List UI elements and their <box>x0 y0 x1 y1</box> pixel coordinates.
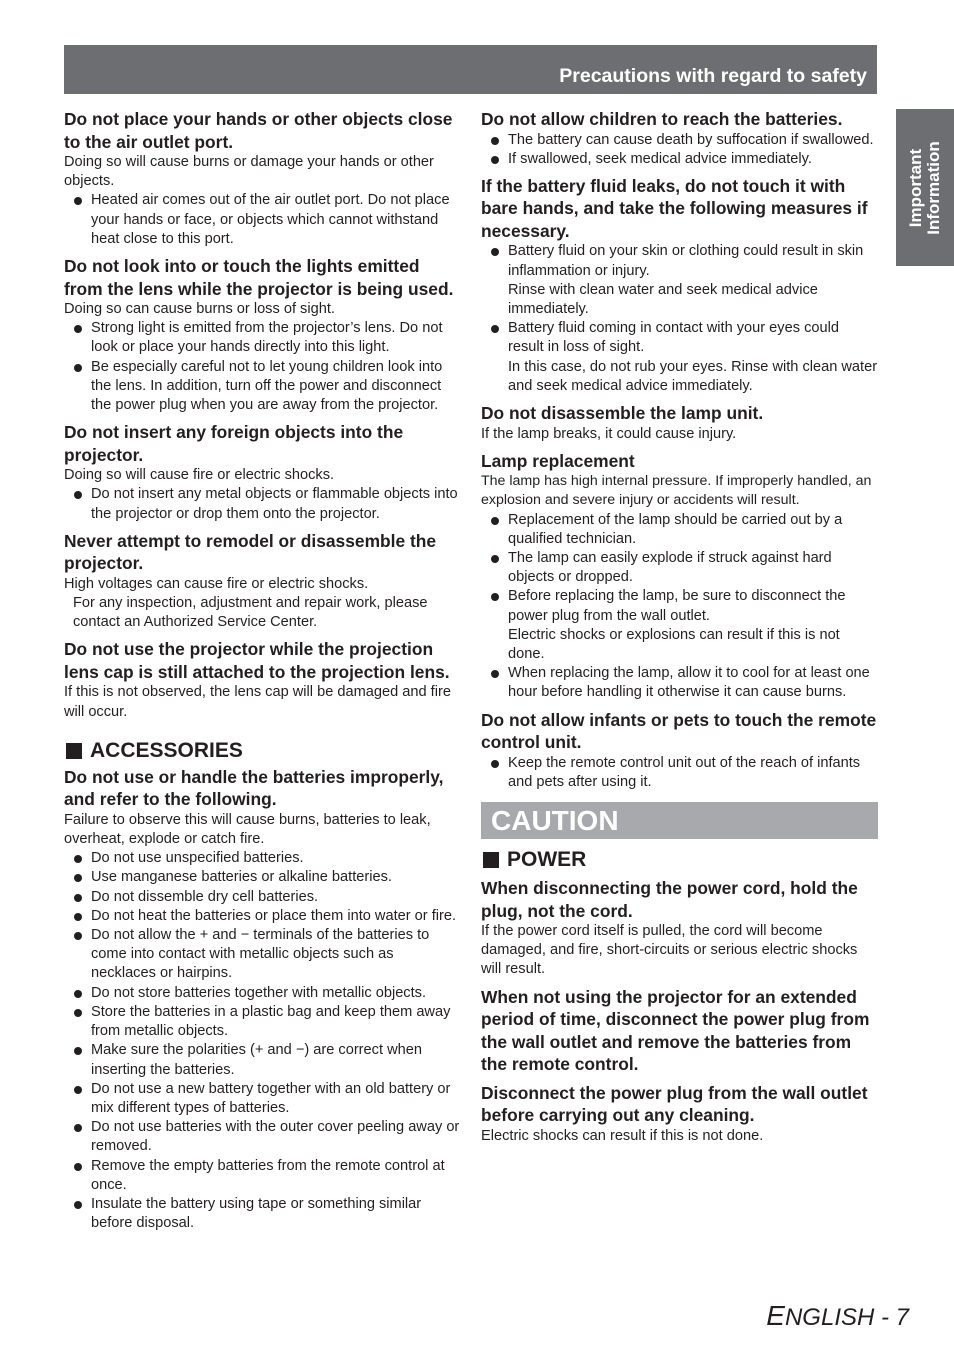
list-item: Remove the empty batteries from the remote control at once. <box>64 1157 461 1195</box>
lamp-unit-heading: Do not disassemble the lamp unit. <box>481 403 764 424</box>
power-section-title <box>481 847 878 873</box>
footer-initial: E <box>766 1300 785 1331</box>
list-item: When replacing the lamp, allow it to cool for at least one hour before handling it otherwise it can cause burns. <box>481 664 878 702</box>
remodel-text: High voltages can cause fire or electric shocks. <box>64 575 369 592</box>
children-batteries-bullets <box>481 131 878 169</box>
list-item: Strong light is emitted from the projector’s lens. Do not look or place your hands directly into this light. <box>64 319 461 357</box>
batteries-heading: Do not use or handle the batteries improperly, and refer to the following. <box>64 766 444 810</box>
list-item-text-cont: In this case, do not rub your eyes. Rinse with clean water and seek medical advice immediately. <box>508 358 878 394</box>
children-batteries-heading: Do not allow children to reach the batteries. <box>481 109 843 129</box>
accessories-section-title <box>64 738 461 764</box>
cleaning-heading: Disconnect the power plug from the wall outlet before carrying out any cleaning. <box>481 1082 868 1126</box>
foreign-objects-heading: Do not insert any foreign objects into the projector. <box>64 422 404 465</box>
list-item: Use manganese batteries or alkaline batteries. <box>64 868 461 887</box>
list-item: Be especially careful not to let young children look into the lens. In addition, turn off the power and disconnect the power plug when you are away from the projector. <box>64 358 461 416</box>
lens-light-text: Doing so can cause burns or loss of sight. <box>64 301 335 318</box>
list-item <box>481 587 878 664</box>
extended-period-heading: When not using the projector for an extended period of time, disconnect the power plug from the wall outlet and remove the batteries from the remote control. <box>481 986 870 1075</box>
side-tab-line1: Important <box>906 148 925 227</box>
list-item-text: Battery fluid coming in contact with your eyes could result in loss of sight. <box>508 320 839 356</box>
left-column <box>64 108 461 1233</box>
infants-pets-bullets <box>481 754 878 792</box>
list-item: Replacement of the lamp should be carried out by a qualified technician. <box>481 511 878 549</box>
section-square-icon <box>66 743 82 759</box>
list-item: Do not heat the batteries or place them into water or fire. <box>64 907 461 926</box>
batteries-bullets <box>64 849 461 1233</box>
air-outlet-text: Doing so will cause burns or damage your hands or other objects. <box>64 154 434 190</box>
header-bar <box>64 45 877 94</box>
remodel-heading: Never attempt to remodel or disassemble the projector. <box>64 530 437 574</box>
list-item: If swallowed, seek medical advice immediately. <box>481 150 878 169</box>
lamp-replacement-text: The lamp has high internal pressure. If improperly handled, an explosion and severe injury or accidents will result. <box>481 473 872 509</box>
accessories-title: ACCESSORIES <box>90 738 243 762</box>
list-item: Do not use a new battery together with an old battery or mix different types of batteries. <box>64 1080 461 1118</box>
side-tab-important-information <box>896 109 954 266</box>
fluid-leak-bullets <box>481 242 878 396</box>
foreign-objects-text: Doing so will cause fire or electric shocks. <box>64 467 335 484</box>
lamp-replacement-bullets <box>481 511 878 703</box>
list-item: Do not use batteries with the outer cover peeling away or removed. <box>64 1118 461 1156</box>
lens-cap-heading: Do not use the projector while the projection lens cap is still attached to the projection lens. <box>64 639 450 682</box>
caution-title: CAUTION <box>491 805 619 837</box>
page-section-title: Precautions with regard to safety <box>559 65 867 87</box>
list-item: Do not store batteries together with metallic objects. <box>64 984 461 1003</box>
cleaning-text: Electric shocks can result if this is not done. <box>481 1127 764 1144</box>
side-tab-line2: Information <box>924 140 943 235</box>
list-item: Do not insert any metal objects or flammable objects into the projector or drop them onto the projector. <box>64 485 461 523</box>
list-item: The battery can cause death by suffocation if swallowed. <box>481 131 878 150</box>
foreign-objects-bullets <box>64 485 461 523</box>
list-item <box>481 242 878 319</box>
caution-banner <box>481 802 878 839</box>
batteries-text: Failure to observe this will cause burns, batteries to leak, overheat, explode or catch fire. <box>64 811 431 848</box>
remodel-text-2: For any inspection, adjustment and repair work, please contact an Authorized Service Center. <box>73 595 428 631</box>
list-item-text: Battery fluid on your skin or clothing could result in skin inflammation or injury. <box>508 243 864 279</box>
list-item <box>481 319 878 396</box>
list-item: Keep the remote control unit out of the reach of infants and pets after using it. <box>481 754 878 792</box>
power-cord-text: If the power cord itself is pulled, the cord will become damaged, and fire, short-circuits or serious electric shocks will result. <box>481 923 858 978</box>
power-cord-heading: When disconnecting the power cord, hold the plug, not the cord. <box>481 878 858 921</box>
lamp-unit-text: If the lamp breaks, it could cause injury. <box>481 425 737 442</box>
power-title: POWER <box>507 848 587 872</box>
list-item-text-cont: Electric shocks or explosions can result if this is not done. <box>508 626 840 663</box>
list-item: Do not use unspecified batteries. <box>64 849 461 868</box>
side-tab-label <box>907 141 943 235</box>
fluid-leak-heading: If the battery fluid leaks, do not touch it with bare hands, and take the following measures if necessary. <box>481 175 868 241</box>
lamp-replacement-heading: Lamp replacement <box>481 450 635 471</box>
lens-cap-text: If this is not observed, the lens cap will be damaged and fire will occur. <box>64 684 451 720</box>
footer-page-label: NGLISH - 7 <box>784 1304 909 1331</box>
page-footer <box>766 1300 909 1332</box>
list-item: Make sure the polarities (+ and −) are correct when inserting the batteries. <box>64 1041 461 1079</box>
list-item: The lamp can easily explode if struck against hard objects or dropped. <box>481 549 878 587</box>
list-item-text: Before replacing the lamp, be sure to disconnect the power plug from the wall outlet. <box>508 588 846 624</box>
air-outlet-heading: Do not place your hands or other objects close to the air outlet port. <box>64 109 453 152</box>
lens-light-heading: Do not look into or touch the lights emitted from the lens while the projector is being used. <box>64 256 454 299</box>
air-outlet-bullets <box>64 191 461 249</box>
infants-pets-heading: Do not allow infants or pets to touch the remote control unit. <box>481 709 877 753</box>
section-square-icon <box>483 852 499 868</box>
list-item-text-cont: Rinse with clean water and seek medical advice immediately. <box>508 281 818 318</box>
list-item: Heated air comes out of the air outlet port. Do not place your hands or face, or objects which cannot withstand heat close to this port. <box>64 191 461 249</box>
list-item: Store the batteries in a plastic bag and keep them away from metallic objects. <box>64 1003 461 1041</box>
list-item: Insulate the battery using tape or something similar before disposal. <box>64 1195 461 1233</box>
lens-light-bullets <box>64 319 461 415</box>
list-item: Do not allow the + and − terminals of the batteries to come into contact with metallic objects such as necklaces or hairpins. <box>64 926 461 984</box>
list-item: Do not dissemble dry cell batteries. <box>64 888 461 907</box>
right-column <box>481 108 878 1146</box>
